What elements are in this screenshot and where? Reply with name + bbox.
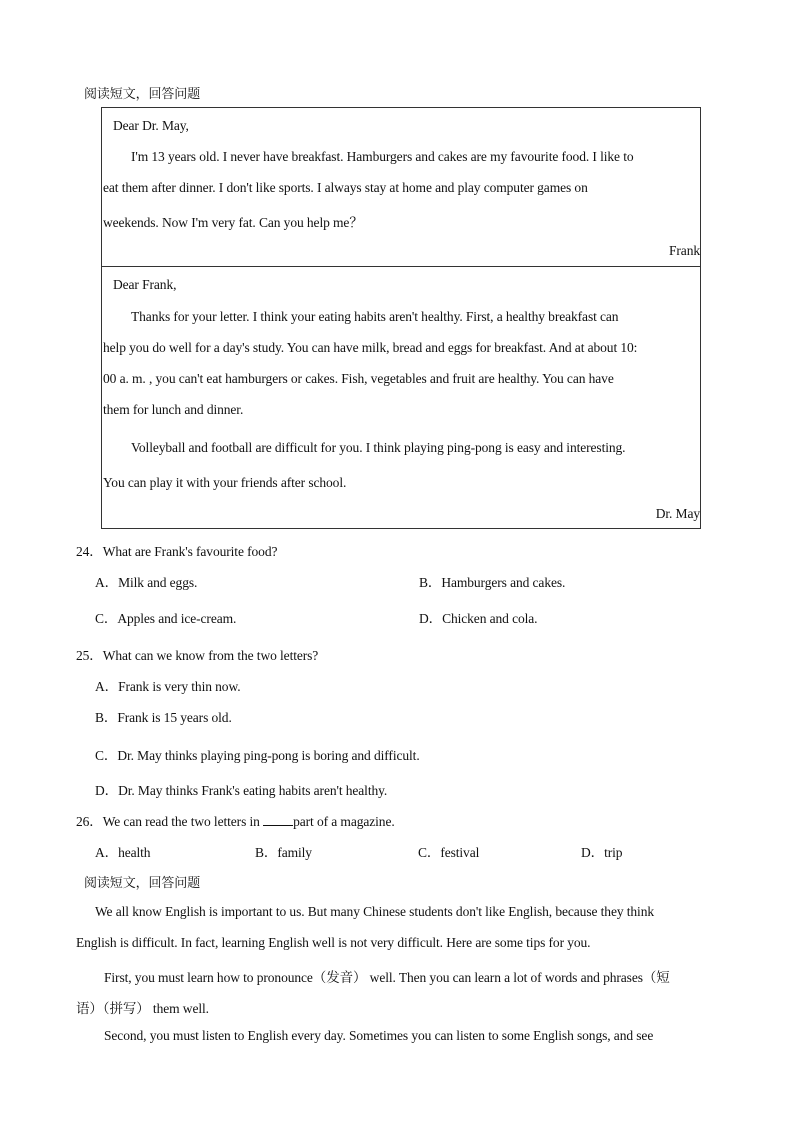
option-25-c[interactable] <box>95 744 420 764</box>
letters-divider <box>101 266 701 267</box>
letter1-line: I'm 13 years old. I never have breakfast. Hamburgers and cakes are my favourite food. I like to <box>131 149 634 164</box>
option-24-d[interactable] <box>419 607 537 627</box>
letter2-signature: Dr. May <box>655 506 700 521</box>
option-label: C． <box>418 845 441 860</box>
passage-line: Second, you must listen to English every day. Sometimes you can listen to some English songs, and see <box>104 1028 654 1043</box>
question-text: What are Frank's favourite food? <box>102 544 278 559</box>
letter1-signature: Frank <box>669 243 700 258</box>
question-24 <box>76 540 277 560</box>
option-label: B． <box>255 845 278 860</box>
passage-line: First, you must learn how to pronounce（发音） well. Then you can learn a lot of words and phrases（短 <box>104 970 670 985</box>
option-label: A． <box>95 679 119 694</box>
option-text: Dr. May thinks Frank's eating habits aren't healthy. <box>118 783 388 798</box>
option-26-c[interactable] <box>418 841 479 861</box>
option-label: C． <box>95 611 118 626</box>
option-text: health <box>118 845 151 860</box>
option-text: Hamburgers and cakes. <box>441 575 566 590</box>
letter2-line: 00 a. m. , you can't eat hamburgers or cakes. Fish, vegetables and fruit are healthy. You can have <box>103 371 614 386</box>
letter2-line: them for lunch and dinner. <box>103 402 244 417</box>
option-text: Apples and ice-cream. <box>117 611 237 626</box>
question-number: 25． <box>76 648 103 663</box>
question-number: 24． <box>76 544 103 559</box>
option-26-b[interactable] <box>255 841 312 861</box>
option-26-a[interactable] <box>95 841 150 861</box>
option-24-a[interactable] <box>95 571 197 591</box>
letter2-line: You can play it with your friends after school. <box>103 475 347 490</box>
option-label: D． <box>95 783 119 798</box>
letter2-line: help you do well for a day's study. You can have milk, bread and eggs for breakfast. And at about 10: <box>103 340 638 355</box>
question-25 <box>76 644 318 664</box>
option-25-a[interactable] <box>95 675 241 695</box>
option-text: Frank is 15 years old. <box>117 710 232 725</box>
letter2-line: Thanks for your letter. I think your eating habits aren't healthy. First, a healthy breakfast can <box>131 309 619 324</box>
option-26-d[interactable] <box>581 841 622 861</box>
option-text: Dr. May thinks playing ping-pong is boring and difficult. <box>117 748 420 763</box>
passage-line: English is difficult. In fact, learning English well is not very difficult. Here are some tips for you. <box>76 935 591 950</box>
option-text: family <box>277 845 312 860</box>
section-instruction: 阅读短文，回答问题 <box>84 876 201 891</box>
option-label: B． <box>95 710 118 725</box>
question-26 <box>76 810 395 830</box>
option-label: C． <box>95 748 118 763</box>
option-label: D． <box>419 611 443 626</box>
option-24-c[interactable] <box>95 607 236 627</box>
option-24-b[interactable] <box>419 571 565 591</box>
letter1-greeting: Dear Dr. May, <box>113 118 189 133</box>
passage-line: 语）（拼写） them well. <box>76 1001 209 1016</box>
letter2-line: Volleyball and football are difficult for you. I think playing ping-pong is easy and interesting. <box>131 440 626 455</box>
letter2-greeting: Dear Frank, <box>113 277 177 292</box>
option-text: Milk and eggs. <box>118 575 198 590</box>
letter1-line: weekends. Now I'm very fat. Can you help me？ <box>103 215 363 230</box>
option-text: trip <box>604 845 623 860</box>
option-text: festival <box>440 845 480 860</box>
option-label: A． <box>95 575 119 590</box>
option-label: B． <box>419 575 442 590</box>
option-25-b[interactable] <box>95 706 232 726</box>
answer-blank[interactable] <box>263 814 293 826</box>
question-number: 26． <box>76 814 103 829</box>
option-label: A． <box>95 845 119 860</box>
option-text: Chicken and cola. <box>442 611 538 626</box>
section-instruction: 阅读短文，回答问题 <box>84 87 201 102</box>
question-text: We can read the two letters in <box>102 814 264 829</box>
question-text: What can we know from the two letters? <box>102 648 319 663</box>
option-text: Frank is very thin now. <box>118 679 241 694</box>
option-label: D． <box>581 845 605 860</box>
question-text-after: part of a magazine. <box>293 814 395 829</box>
option-25-d[interactable] <box>95 779 387 799</box>
letter1-line: eat them after dinner. I don't like sports. I always stay at home and play computer games on <box>103 180 588 195</box>
passage-line: We all know English is important to us. But many Chinese students don't like English, because they think <box>95 904 655 919</box>
